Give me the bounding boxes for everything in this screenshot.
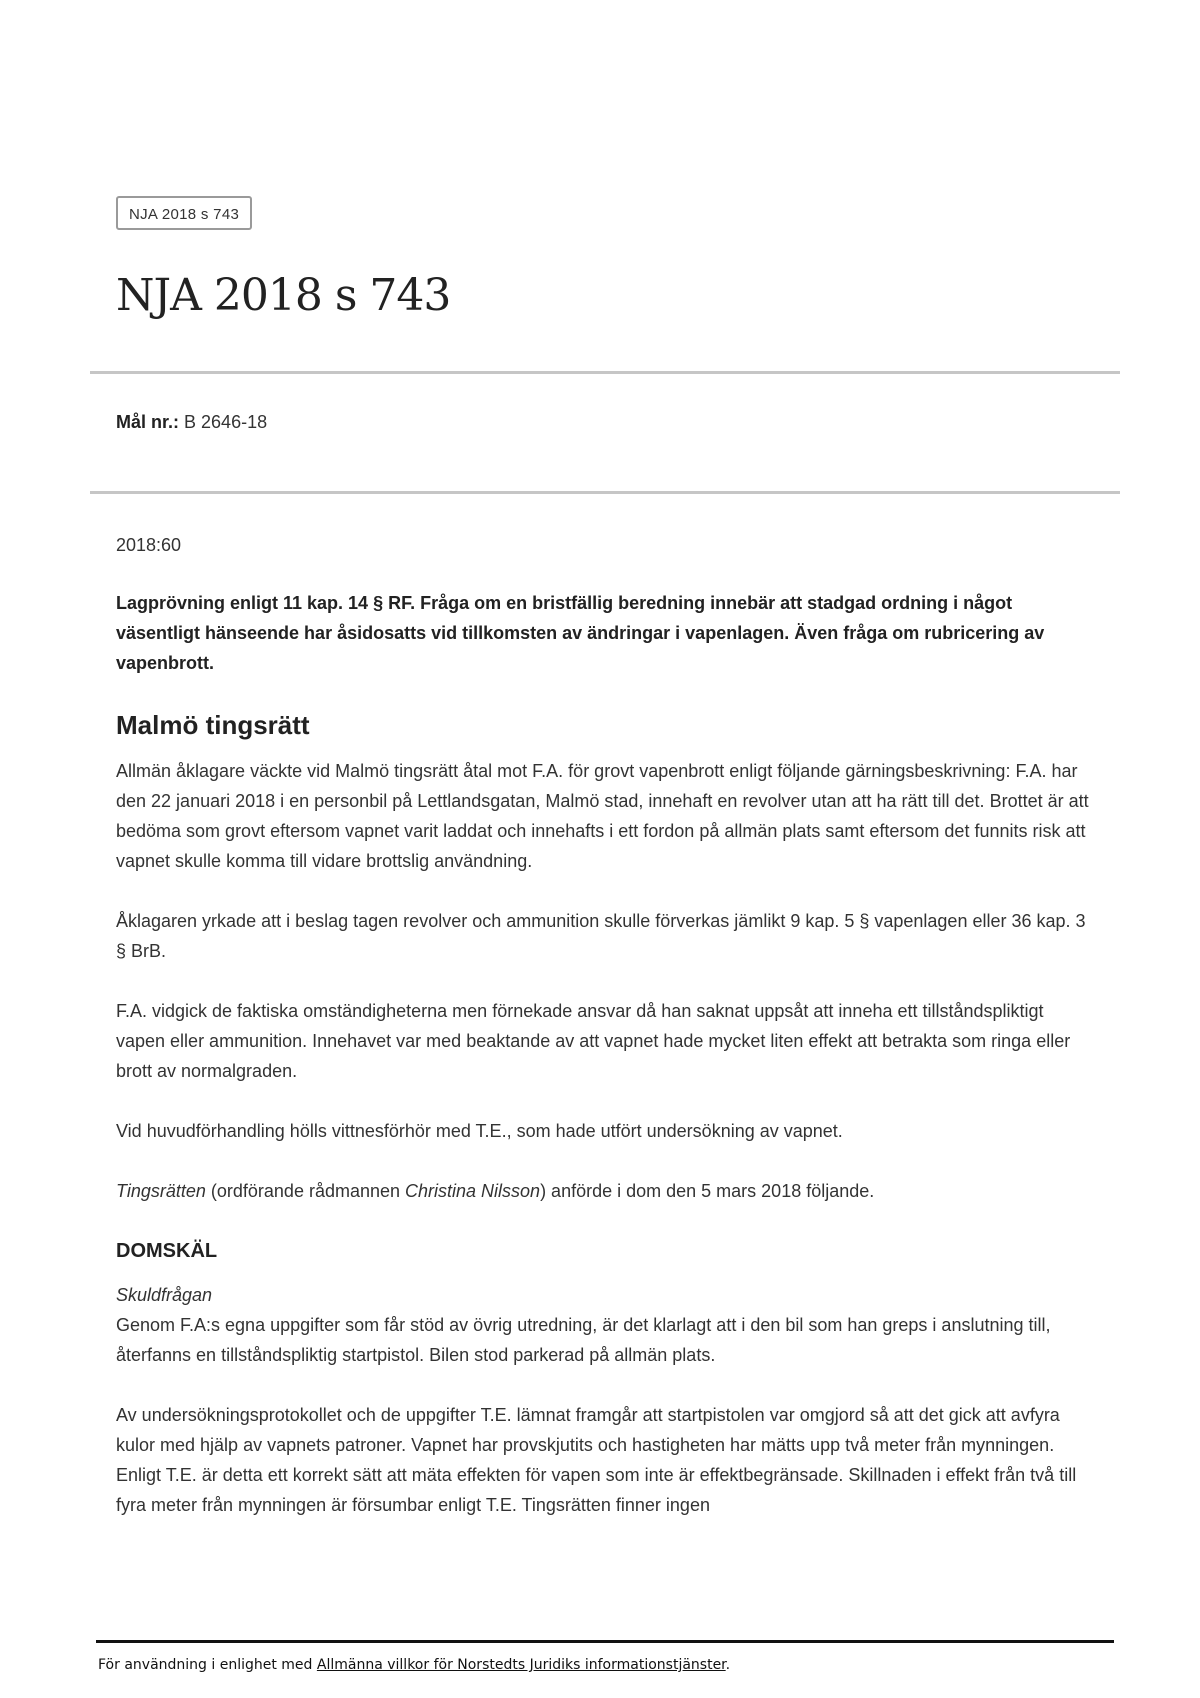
terms-link[interactable]: Allmänna villkor för Norstedts Juridiks informationstjänster — [316, 1657, 726, 1673]
footer-divider — [96, 1640, 1114, 1643]
paragraph-guilt-1 — [116, 1280, 1096, 1370]
paragraph-indictment: Allmän åklagare väckte vid Malmö tingsrätt åtal mot F.A. för grovt vapenbrott enligt följande gärningsbeskrivning: F.A. har den 22 januari 2018 i en personbil på Lettlandsgatan, Malmö stad, innehaft en revolver utan att ha rätt till det. Brottet är att bedöma som grovt eftersom vapnet varit laddat och innehafts i ett fordon på allmän plats samt eftersom det funnits risk att vapnet skulle komma till vidare brottslig användning. — [116, 761, 1089, 871]
case-summary: Lagprövning enligt 11 kap. 14 § RF. Fråga om en bristfällig beredning innebär att stadgad ordning i något väsentligt hänseende har åsidosatts vid tillkomsten av ändringar i vapenlagen. Även fråga om rubricering av vapenbrott. — [116, 593, 1045, 673]
guilt-subheading: Skuldfrågan — [116, 1285, 213, 1305]
guilt-text-1: Genom F.A:s egna uppgifter som får stöd av övrig utredning, är det klarlagt att i den bil som han greps i anslutning till, återfanns en tillståndspliktig startpistol. Bilen stod parkerad på allmän plats. — [116, 1315, 1051, 1365]
case-number-label: Mål nr.: — [116, 412, 180, 432]
reasons-heading: DOMSKÄL — [116, 1240, 218, 1262]
footer-suffix: . — [725, 1657, 731, 1673]
court-name: Tingsrätten — [116, 1181, 206, 1201]
court-intro-middle: (ordförande rådmannen — [205, 1181, 406, 1201]
paragraph-guilt-2: Av undersökningsprotokollet och de uppgifter T.E. lämnat framgår att startpistolen var omgjord så att det gick att avfyra kulor med hjälp av vapnets patroner. Vapnet har provskjutits och hastigheten har mätts upp två meter från mynningen. Enligt T.E. är detta ett korrekt sätt att mäta effekten för vapen som inte är effektbegränsade. Skillnaden i effekt från två till fyra meter från mynningen är försumbar enligt T.E. Tingsrätten finner ingen — [116, 1405, 1077, 1515]
court-heading: Malmö tingsrätt — [116, 710, 310, 740]
document-body — [116, 530, 1096, 1550]
paragraph-defense: F.A. vidgick de faktiska omständigheterna men förnekade ansvar då han saknat uppsåt att inneha ett tillståndspliktigt vapen eller ammunition. Innehavet var med beaktande av att vapnet hade mycket liten effekt att betrakta som ringa eller brott av normalgraden. — [116, 1001, 1071, 1081]
footer — [98, 1657, 730, 1673]
case-number-value: B 2646-18 — [184, 412, 268, 432]
reference-number: 2018:60 — [116, 535, 182, 555]
page-title: NJA 2018 s 743 — [116, 270, 451, 321]
divider-top — [90, 371, 1120, 374]
paragraph-prosecutor-claim: Åklagaren yrkade att i beslag tagen revolver och ammunition skulle förverkas jämlikt 9 kap. 5 § vapenlagen eller 36 kap. 3 § BrB. — [116, 911, 1086, 961]
paragraph-court-intro — [116, 1176, 1096, 1206]
footer-prefix: För användning i enlighet med — [98, 1657, 317, 1673]
paragraph-hearing: Vid huvudförhandling hölls vittnesförhör med T.E., som hade utfört undersökning av vapnet. — [116, 1121, 843, 1141]
document-badge: NJA 2018 s 743 — [116, 196, 252, 230]
case-number — [116, 412, 267, 433]
judge-name: Christina Nilsson — [405, 1181, 541, 1201]
divider-bottom — [90, 491, 1120, 494]
court-intro-end: ) anförde i dom den 5 mars 2018 följande. — [540, 1181, 875, 1201]
